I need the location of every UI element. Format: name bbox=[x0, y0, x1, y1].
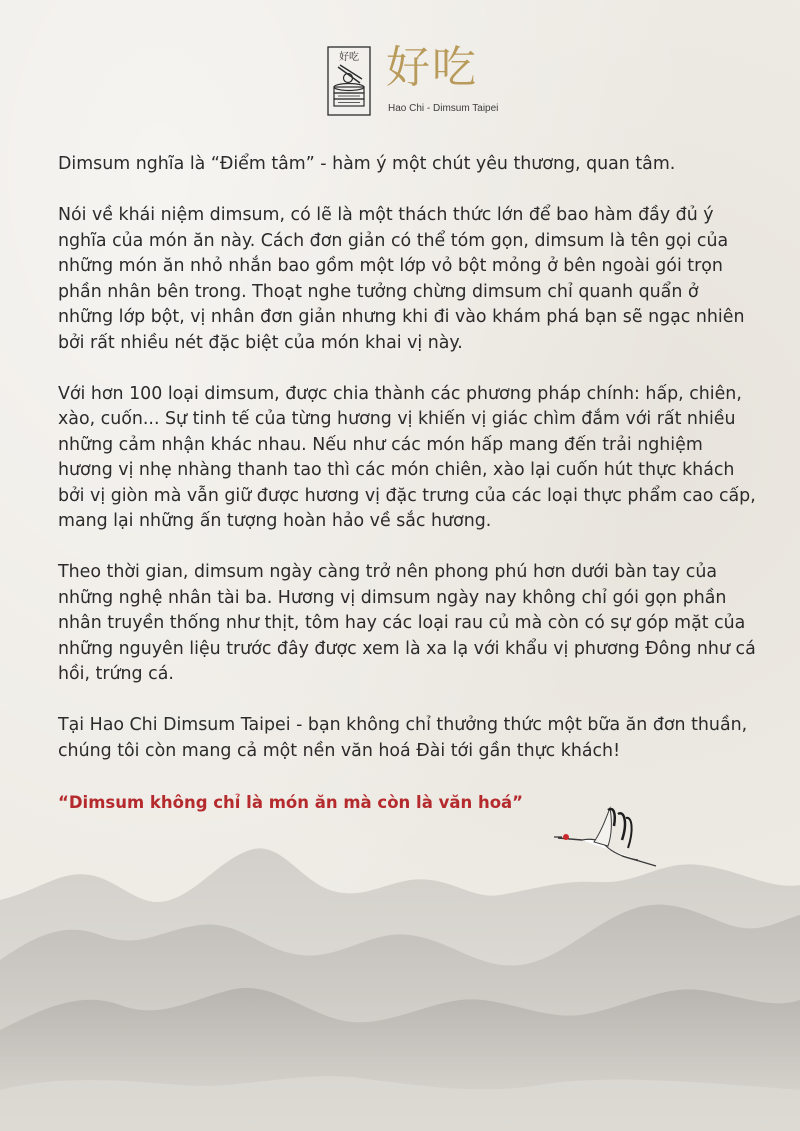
mountain-landscape-illustration bbox=[0, 840, 800, 1131]
brand-chinese-name: 好吃 bbox=[386, 42, 478, 93]
paragraph: Theo thời gian, dimsum ngày càng trở nên phong phú hơn dưới bàn tay của những nghệ nhân tài ba. Hương vị dimsum ngày nay không chỉ gói gọn phần nhân truyền thống như thịt, tôm hay các loại rau củ mà còn có sự góp mặt của những nguyên liệu trước đây được xem là xa lạ với khẩu vị phương Đông như cá hồi, trứng cá. bbox=[58, 562, 756, 684]
tagline-quote: “Dimsum không chỉ là món ăn mà còn là văn hoá” bbox=[58, 792, 524, 812]
foreground-mist bbox=[0, 1076, 800, 1131]
article-body bbox=[58, 152, 758, 841]
logo-small-text: 好吃 bbox=[339, 52, 359, 63]
paragraph: Nói về khái niệm dimsum, có lẽ là một thách thức lớn để bao hàm đầy đủ ý nghĩa của món ăn này. Cách đơn giản có thể tóm gọn, dimsum là tên gọi của những món ăn nhỏ nhắn bao gồm một lớp vỏ bột mỏng ở bên ngoài gói trọn phần nhân bên trong. Thoạt nghe tưởng chừng dimsum chỉ quanh quẩn ở những lớp bột, vị nhân đơn giản nhưng khi đi vào khám phá bạn sẽ ngạc nhiên bởi rất nhiều nét đặc biệt của món khai vị này. bbox=[58, 205, 745, 353]
paragraph: Tại Hao Chi Dimsum Taipei - bạn không chỉ thưởng thức một bữa ăn đơn thuần, chúng tôi còn mang cả một nền văn hoá Đài tới gần thực khách! bbox=[58, 715, 748, 761]
brand-logo bbox=[326, 40, 526, 120]
brand-subtitle: Hao Chi - Dimsum Taipei bbox=[388, 103, 499, 114]
crane-icon bbox=[552, 800, 660, 872]
paragraph: Với hơn 100 loại dimsum, được chia thành các phương pháp chính: hấp, chiên, xào, cuốn... Sự tinh tế của từng hương vị khiến vị giác chìm đắm với rất nhiều những cảm nhận khác nhau. Nếu như các món hấp mang đến trải nghiệm hương vị nhẹ nhàng thanh tao thì các món chiên, xào lại cuốn hút thực khách bởi vị giòn mà vẫn giữ được hương vị đặc trưng của các loại thực phẩm cao cấp, mang lại những ấn tượng hoàn hảo về sắc hương. bbox=[58, 383, 756, 531]
paragraph: Dimsum nghĩa là “Điểm tâm” - hàm ý một chút yêu thương, quan tâm. bbox=[58, 154, 676, 174]
dimsum-steamer-logo-icon bbox=[326, 45, 372, 117]
